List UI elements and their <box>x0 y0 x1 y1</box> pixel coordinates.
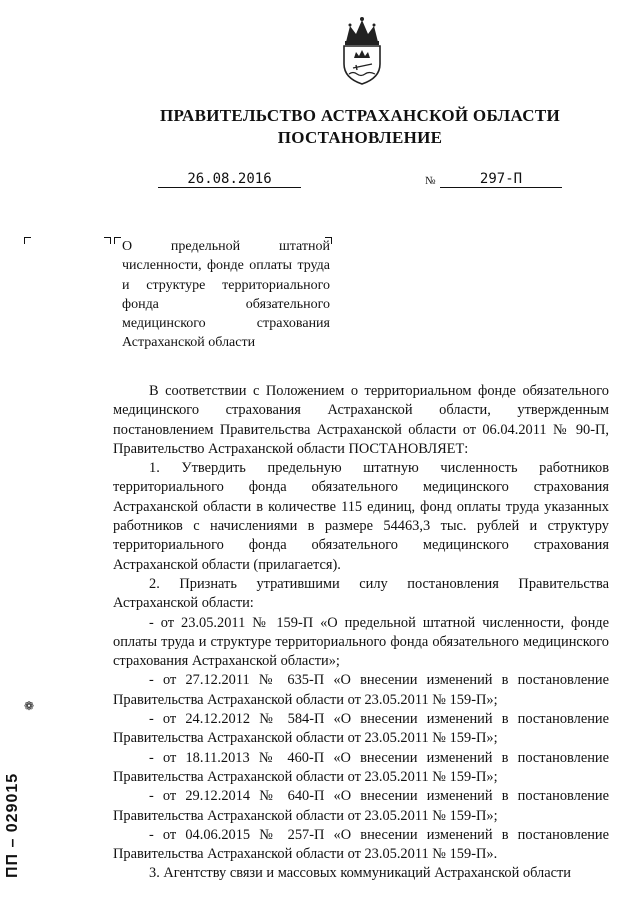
form-serial-number: ПП – 029015 <box>4 772 21 878</box>
date-underline <box>158 187 301 188</box>
document-body <box>113 382 609 884</box>
preamble-paragraph: В соответствии с Положением о территориальном фонде обязательного медицинского страхования Астраханской области, утвержденным постановлением Правительства Астраханской области от 06.04.2011 № 90-П, Правительство Астраханской области ПОСТАНОВЛЯЕТ: <box>113 383 609 457</box>
government-title: ПРАВИТЕЛЬСТВО АСТРАХАНСКОЙ ОБЛАСТИ <box>160 106 560 125</box>
serial-mark-icon: ❁ <box>24 699 35 713</box>
corner-bracket <box>24 237 31 244</box>
repealed-item: - от 23.05.2011 № 159-П «О предельной штатной численности, фонде оплаты труда и структуре территориального фонда обязательного медицинского страхования Астраханской области»; <box>113 614 609 670</box>
corner-bracket <box>104 237 111 244</box>
document-subject: О предельной штатной численности, фонде оплаты труда и структуре территориального фонда обязательного медицинского страхования Астраханской области <box>122 239 330 351</box>
document-date: 26.08.2016 <box>187 171 272 187</box>
number-underline <box>440 187 562 188</box>
number-sign: № <box>425 175 436 187</box>
repealed-item: - от 27.12.2011 № 635-П «О внесении изменений в постановление Правительства Астраханской области от 23.05.2011 № 159-П»; <box>113 672 609 708</box>
repealed-item: - от 24.12.2012 № 584-П «О внесении изменений в постановление Правительства Астраханской области от 23.05.2011 № 159-П»; <box>113 711 609 747</box>
coat-of-arms-icon <box>336 14 388 86</box>
corner-bracket <box>114 237 121 244</box>
clause-3-paragraph: 3. Агентству связи и массовых коммуникаций Астраханской области <box>149 865 571 882</box>
document-number: 297-П <box>479 171 523 187</box>
repealed-item: - от 04.06.2015 № 257-П «О внесении изменений в постановление Правительства Астраханской области от 23.05.2011 № 159-П». <box>113 826 609 863</box>
document-type-title: ПОСТАНОВЛЕНИЕ <box>277 128 443 147</box>
repealed-item: - от 29.12.2014 № 640-П «О внесении изменений в постановление Правительства Астраханской области от 23.05.2011 № 159-П»; <box>113 788 609 824</box>
clause-2-paragraph: 2. Признать утратившими силу постановления Правительства Астраханской области: <box>113 575 609 612</box>
clause-1-paragraph: 1. Утвердить предельную штатную численность работников территориального фонда обязательного медицинского страхования Астраханской области в количестве 115 единиц, фонд оплаты труда указанных работников с начислениями в размере 54463,3 тыс. рублей и структуру территориального фонда обязательного медицинского страхования Астраханской области (прилагается). <box>113 460 609 573</box>
repealed-item: - от 18.11.2013 № 460-П «О внесении изменений в постановление Правительства Астраханской области от 23.05.2011 № 159-П»; <box>113 749 609 785</box>
